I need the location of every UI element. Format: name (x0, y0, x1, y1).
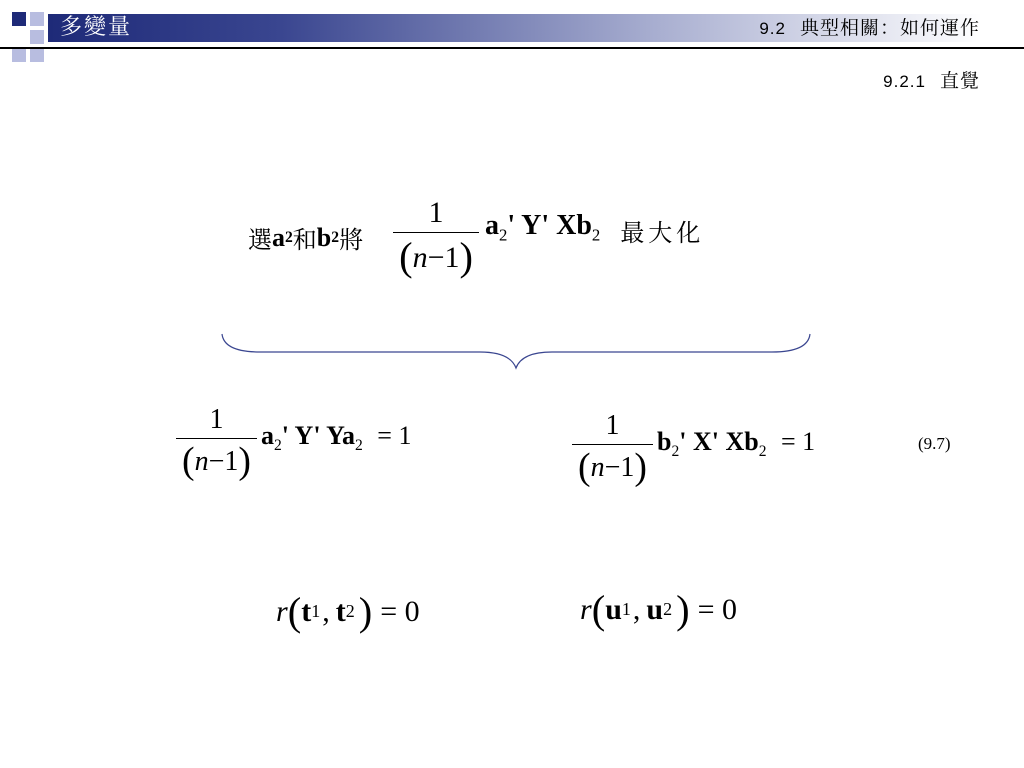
underbrace (220, 330, 812, 370)
objective-conj: 和 (292, 226, 317, 255)
expr-b-sub: 2 (591, 225, 601, 245)
subsubsection-number: 9.2.1 (883, 72, 926, 91)
corr-fn: r (276, 594, 288, 628)
corr-v1: u (605, 592, 622, 626)
end-sub: 2 (354, 437, 363, 455)
fraction-denominator: (n−1) (393, 232, 479, 278)
rhs: = 1 (781, 427, 816, 457)
fraction-numerator: 1 (428, 196, 444, 229)
constraint-left-expression (261, 421, 411, 455)
fraction-numerator: 1 (209, 404, 224, 435)
corr-v2-sub: 2 (663, 599, 673, 619)
corr-fn: r (580, 592, 592, 626)
objective-fraction (393, 198, 479, 278)
corr-v1: t (301, 594, 312, 628)
fraction-denominator: (n−1) (572, 444, 653, 487)
subsection-number: 9.2 (759, 19, 786, 38)
corr-v1-sub: 1 (621, 599, 631, 619)
den-rest: −1 (427, 240, 460, 274)
den-rest: −1 (604, 451, 635, 483)
rhs: = 0 (380, 594, 420, 628)
fraction-numerator: 1 (605, 410, 620, 441)
decor-square (30, 12, 44, 26)
header-divider (0, 47, 1024, 49)
constraint-left-fraction (176, 406, 257, 481)
rhs: = 1 (377, 421, 412, 451)
objective-vec-b: b (316, 222, 332, 252)
den-rest: −1 (208, 445, 239, 477)
vec-sub: 2 (273, 437, 282, 455)
subsubsection-heading (883, 66, 980, 93)
correlation-u: r ( u 1 , u 2 ) = 0 (580, 587, 737, 632)
expr-mid: ' X' Xb (679, 427, 759, 457)
decor-square (30, 48, 44, 62)
expr-a-sub: 2 (498, 225, 508, 245)
objective-suffix: 最大化 (620, 219, 705, 248)
objective-vec-a-sub: 2 (285, 228, 293, 246)
vec: a (260, 421, 274, 451)
subsubsection-title: 直覺 (939, 70, 980, 92)
decor-square (30, 30, 44, 44)
end-sub: 2 (758, 443, 767, 461)
objective-vec-b-sub: 2 (331, 228, 340, 246)
expr-mid: ' Y' Ya (281, 421, 355, 451)
equation-number: (9.7) (918, 434, 951, 453)
objective-expression (485, 210, 600, 246)
corr-v2: t (335, 594, 346, 628)
den-var: n (194, 445, 209, 477)
vec-sub: 2 (671, 443, 680, 461)
objective-statement (248, 198, 704, 278)
corr-v1-sub: 1 (311, 601, 321, 621)
constraint-right (572, 412, 815, 487)
expr-mid: ' Y' Xb (507, 209, 592, 241)
corr-v2-sub: 2 (345, 601, 355, 621)
constraint-right-expression (657, 427, 815, 461)
fraction-denominator: (n−1) (176, 438, 257, 481)
constraint-left (176, 406, 411, 481)
rhs: = 0 (697, 592, 737, 626)
subsection-heading (759, 14, 980, 43)
decor-square (12, 12, 26, 26)
den-var: n (590, 451, 605, 483)
subsection-title: 典型相關：如何運作 (799, 17, 980, 39)
section-title: 多變量 (60, 15, 133, 40)
vec: b (656, 427, 672, 457)
den-var: n (412, 240, 428, 274)
correlation-t: r ( t 1 , t 2 ) = 0 (276, 589, 420, 634)
decor-square (12, 48, 26, 62)
constraint-right-fraction (572, 412, 653, 487)
objective-vec-a: a (272, 222, 285, 252)
objective-verb: 將 (339, 226, 364, 255)
expr-a: a (484, 209, 499, 241)
corr-v2: u (646, 592, 664, 626)
objective-prefix: 選 (248, 226, 272, 255)
